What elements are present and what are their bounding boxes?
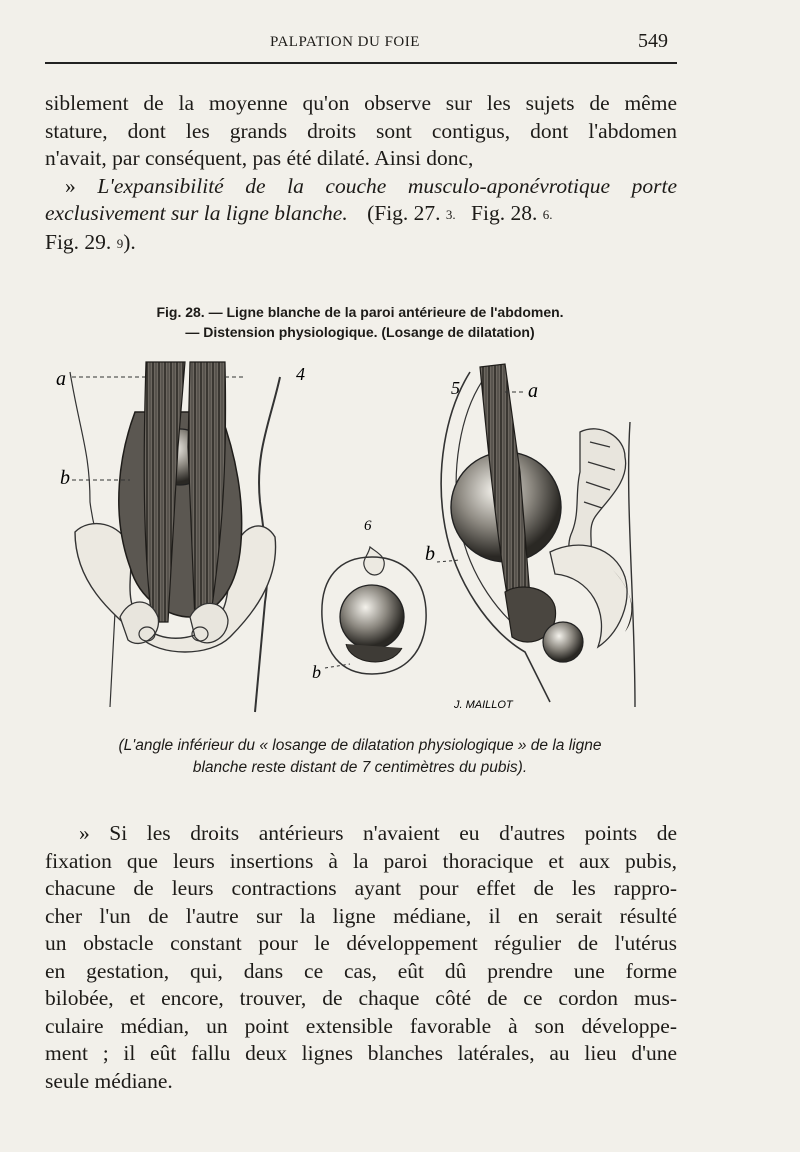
figure-ref: Fig. 29. xyxy=(45,229,112,254)
text-line: fixation que leurs insertions à la paroi thoracique et aux pubis, xyxy=(45,848,677,873)
label-a: a xyxy=(56,368,66,390)
running-title: PALPATION DU FOIE xyxy=(270,34,420,50)
figure-ref-number: 9 xyxy=(116,235,124,251)
frontal-view xyxy=(56,362,305,712)
figure-caption xyxy=(60,302,660,342)
emphasis-line xyxy=(45,200,677,229)
quote-mark: » xyxy=(65,173,76,198)
figure-caption-line: Fig. 28. — Ligne blanche de la paroi antérieure de l'abdomen. xyxy=(156,304,564,320)
page-number: 549 xyxy=(638,30,668,52)
text-line: en gestation, qui, dans ce cas, eût dû prendre une forme xyxy=(45,958,677,983)
engraver-signature: J. MAILLOT xyxy=(454,699,513,711)
text-line: » Si les droits antérieurs n'avaient eu d'autres points de xyxy=(79,821,677,845)
text-line: stature, dont les grands droits sont contigus, dont l'abdomen xyxy=(45,118,677,143)
label-b-center: b xyxy=(312,662,321,682)
running-head xyxy=(0,28,800,58)
cross-section-view xyxy=(312,518,426,682)
header-rule xyxy=(45,62,677,64)
figure-ref: (Fig. 27. xyxy=(367,201,441,225)
figure-legend xyxy=(40,735,680,779)
anatomical-figure xyxy=(50,352,650,732)
emphasis-line xyxy=(45,173,677,201)
text-line: ment ; il eût fallu deux lignes blanches latérales, au lieu d'une xyxy=(45,1041,677,1065)
text-line: un obstacle constant pour le développement régulier de l'utérus xyxy=(45,931,677,955)
figure-ref-number: 3. xyxy=(445,207,456,222)
label-b: b xyxy=(60,467,70,489)
label-b-right: b xyxy=(425,543,435,565)
legend-line: (L'angle inférieur du « losange de dilatation physiologique » de la ligne xyxy=(118,737,602,754)
emphasis-text: exclusivement sur la ligne blanche. xyxy=(45,201,348,225)
figure-ref-number: 6. xyxy=(542,207,553,222)
figure-caption-line: — Distension physiologique. (Losange de dilatation) xyxy=(185,324,535,340)
text-line: bilobée, et encore, trouver, de chaque côté de ce cordon mus- xyxy=(45,986,677,1010)
text-line: n'avait, par conséquent, pas été dilaté. Ainsi donc, xyxy=(45,146,474,170)
text-line xyxy=(45,229,677,258)
label-6: 6 xyxy=(364,518,372,534)
text-line: chacune de leurs contractions ayant pour effet de les rappro- xyxy=(45,876,677,900)
legend-line: blanche reste distant de 7 centimètres du pubis). xyxy=(192,759,528,776)
figure-ref-end: ). xyxy=(123,229,136,254)
label-4: 4 xyxy=(296,364,305,384)
label-5: 5 xyxy=(451,378,460,398)
sagittal-view xyxy=(425,364,635,711)
emphasis-text: L'expansibilité de la couche musculo-aponévrotique porte xyxy=(97,173,677,198)
body-paragraph xyxy=(45,820,677,1095)
figure-ref: Fig. 28. xyxy=(471,201,538,225)
text-line: cher l'un de l'autre sur la ligne médiane, il en serait résulté xyxy=(45,903,677,928)
label-a-right: a xyxy=(528,380,538,402)
text-line: siblement de la moyenne qu'on observe sur les sujets de même xyxy=(45,91,677,115)
text-line: seule médiane. xyxy=(45,1068,173,1093)
text-line: culaire médian, un point extensible favorable à son développe- xyxy=(45,1013,677,1038)
intro-paragraph xyxy=(45,90,677,257)
